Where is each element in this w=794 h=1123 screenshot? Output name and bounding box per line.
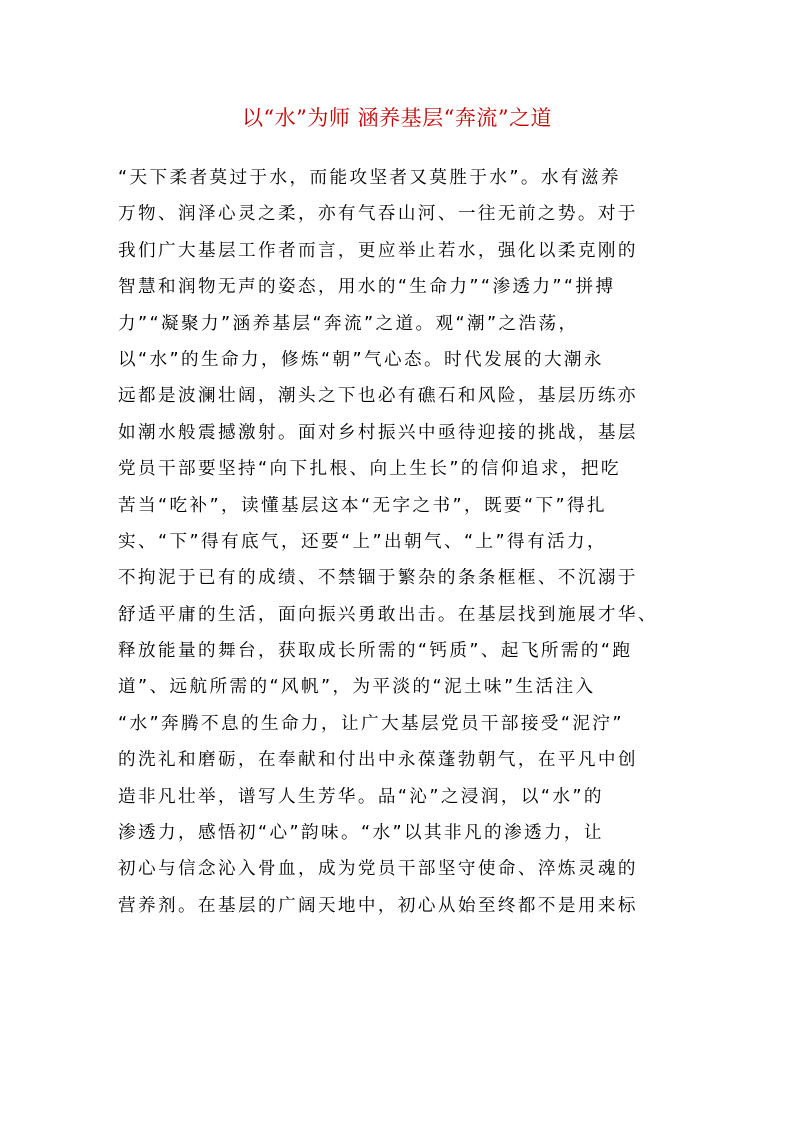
body-line: 我们广大基层工作者而言，更应举止若水，强化以柔克刚的 bbox=[118, 240, 638, 261]
body-line: 万物、润泽心灵之柔，亦有气吞山河、一往无前之势。对于 bbox=[118, 204, 638, 225]
body-line: 的洗礼和磨砺，在奉献和付出中永葆蓬勃朝气，在平凡中创 bbox=[118, 750, 638, 771]
body-line: 苦当“吃补”，读懂基层这本“无字之书”，既要“下”得扎 bbox=[118, 495, 607, 516]
body-line: 舒适平庸的生活，面向振兴勇敢出击。在基层找到施展才华、 bbox=[118, 604, 658, 625]
body-line: 初心与信念沁入骨血，成为党员干部坚守使命、淬炼灵魂的 bbox=[118, 859, 638, 880]
body-line: 党员干部要坚持“向下扎根、向上生长”的信仰追求，把吃 bbox=[118, 459, 621, 480]
body-line: 营养剂。在基层的广阔天地中，初心从始至终都不是用来标 bbox=[118, 895, 638, 916]
body-line: 释放能量的舞台，获取成长所需的“钙质”、起飞所需的“跑 bbox=[118, 641, 633, 662]
body-line: “天下柔者莫过于水，而能攻坚者又莫胜于水”。水有滋养 bbox=[118, 168, 621, 188]
body-line: 造非凡壮举，谱写人生芳华。品“沁”之浸润，以“水”的 bbox=[118, 786, 604, 807]
body-line: 力”“凝聚力”涵养基层“奔流”之道。观“潮”之浩荡， bbox=[118, 313, 579, 334]
document-title: 以“水”为师 涵养基层“奔流”之道 bbox=[241, 106, 553, 130]
body-line: 渗透力，感悟初“心”韵味。“水”以其非凡的渗透力，让 bbox=[118, 823, 604, 844]
body-line: 远都是波澜壮阔，潮头之下也必有礁石和风险，基层历练亦 bbox=[118, 386, 638, 407]
document-body bbox=[118, 160, 678, 924]
body-line: 不拘泥于已有的成绩、不禁锢于繁杂的条条框框、不沉溺于 bbox=[118, 568, 638, 589]
body-line: 实、“下”得有底气，还要“上”出朝气、“上”得有活力， bbox=[118, 531, 607, 552]
body-line: “水”奔腾不息的生命力，让广大基层党员干部接受“泥泞” bbox=[118, 713, 624, 734]
body-line: 道”、远航所需的“风帆”，为平淡的“泥土味”生活注入 bbox=[118, 677, 596, 698]
body-line: 智慧和润物无声的姿态，用水的“生命力”“渗透力”“拼搏 bbox=[118, 277, 616, 298]
body-line: 如潮水般震撼激射。面对乡村振兴中亟待迎接的挑战，基层 bbox=[118, 422, 638, 443]
body-line: 以“水”的生命力，修炼“朝”气心态。时代发展的大潮永 bbox=[118, 349, 604, 370]
